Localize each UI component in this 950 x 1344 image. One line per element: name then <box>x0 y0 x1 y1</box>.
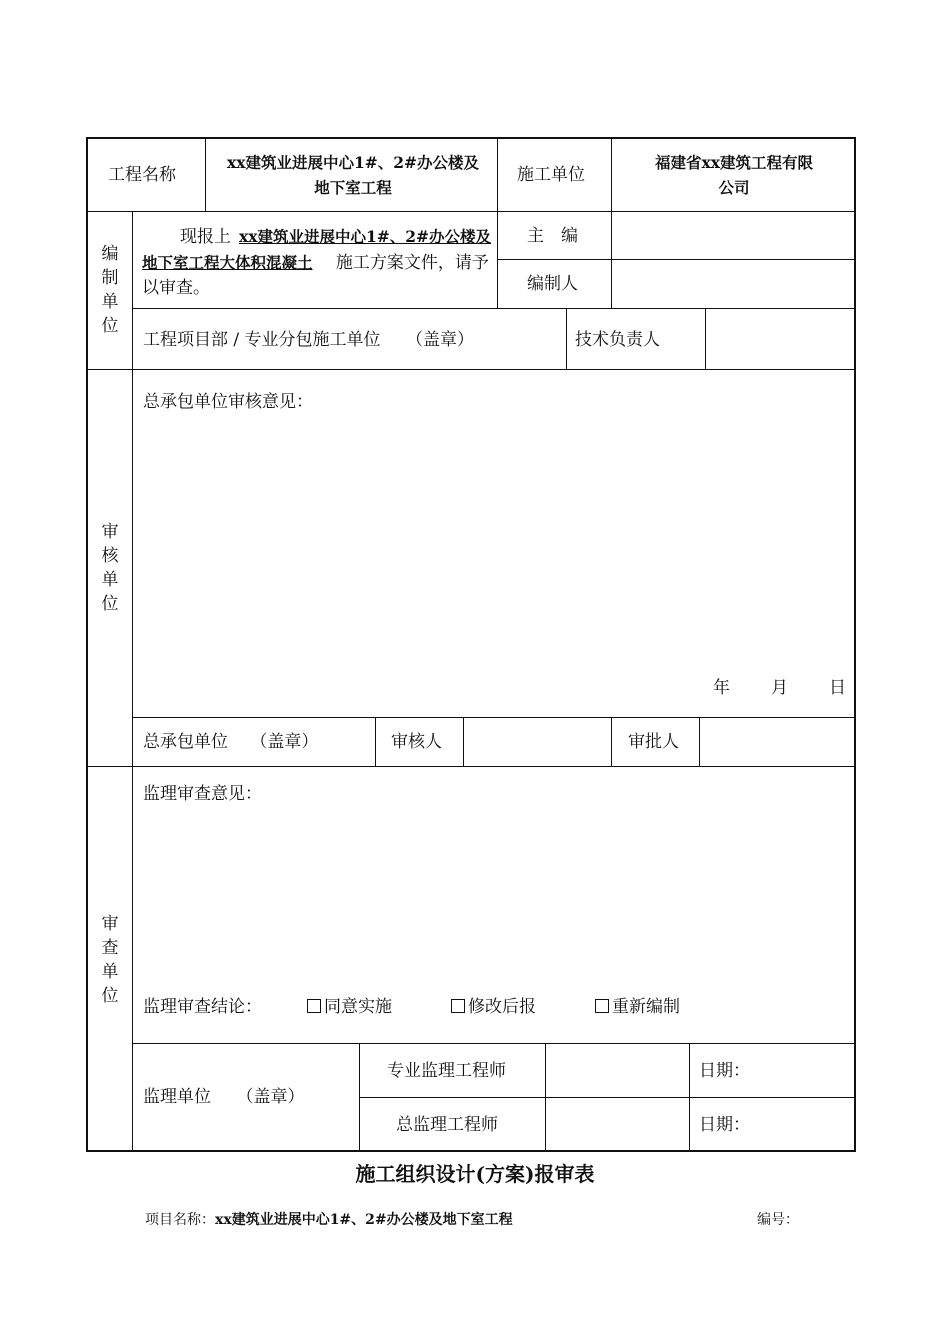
date-label-2: 日期： <box>699 1115 750 1135</box>
supervisor-seal-label: 监理单位 （盖章） <box>143 1087 305 1107</box>
tech-lead-label: 技术负责人 <box>575 330 660 350</box>
contractor-value: 福建省xx建筑工程有限公司 <box>655 153 813 197</box>
date-month: 月 <box>771 678 788 698</box>
general-contractor-seal-label: 总承包单位 （盖章） <box>143 732 319 752</box>
checkbox-revise[interactable] <box>451 999 465 1013</box>
compile-unit-side-label: 编制单位 <box>101 244 119 336</box>
inspect-unit-side-label: 审查单位 <box>101 914 119 1006</box>
reviewer-label: 审核人 <box>391 732 442 752</box>
footer-project-prefix: 项目名称： <box>145 1212 215 1228</box>
footer-number-label: 编号： <box>757 1212 799 1228</box>
editor-label: 编制人 <box>527 274 578 294</box>
report-suffix-2: 案文件，请予以审查。 <box>142 253 489 298</box>
project-name-label: 工程名称 <box>108 165 176 185</box>
date-year: 年 <box>713 678 730 698</box>
approver-label: 审批人 <box>628 732 679 752</box>
checkbox-agree[interactable] <box>307 999 321 1013</box>
option-agree[interactable]: 同意实施 <box>307 995 392 1019</box>
date-day: 日 <box>829 678 846 698</box>
option-revise[interactable]: 修改后报 <box>451 995 536 1019</box>
contractor-label: 施工单位 <box>517 165 585 185</box>
supervision-opinion-label: 监理审查意见： <box>143 784 262 804</box>
form-title: 施工组织设计(方案)报审表 <box>355 1162 595 1186</box>
general-contractor-opinion-label: 总承包单位审核意见： <box>143 392 313 412</box>
chief-editor-label: 主 编 <box>527 226 578 246</box>
review-unit-side-label: 审核单位 <box>101 522 119 614</box>
report-statement <box>142 224 494 301</box>
option-recompile[interactable]: 重新编制 <box>595 995 680 1019</box>
report-subject: xx建筑业进展中心1#、2#办公楼及地下室工程大体积混凝土 <box>142 227 492 272</box>
report-prefix: 现报上 <box>180 227 231 247</box>
chief-engineer-label: 总监理工程师 <box>396 1115 498 1135</box>
checkbox-recompile[interactable] <box>595 999 609 1013</box>
department-seal-label: 工程项目部 / 专业分包施工单位 （盖章） <box>143 330 475 350</box>
footer-project-name: xx建筑业进展中心1#、2#办公楼及地下室工程 <box>215 1212 513 1228</box>
report-suffix: 施工方 <box>335 253 387 273</box>
project-name-value: xx建筑业进展中心1#、2#办公楼及地下室工程 <box>226 153 480 197</box>
date-label-1: 日期： <box>699 1061 750 1081</box>
supervision-conclusion-label: 监理审查结论： <box>143 997 262 1017</box>
specialist-engineer-label: 专业监理工程师 <box>387 1061 506 1081</box>
footer-project <box>145 1209 513 1229</box>
